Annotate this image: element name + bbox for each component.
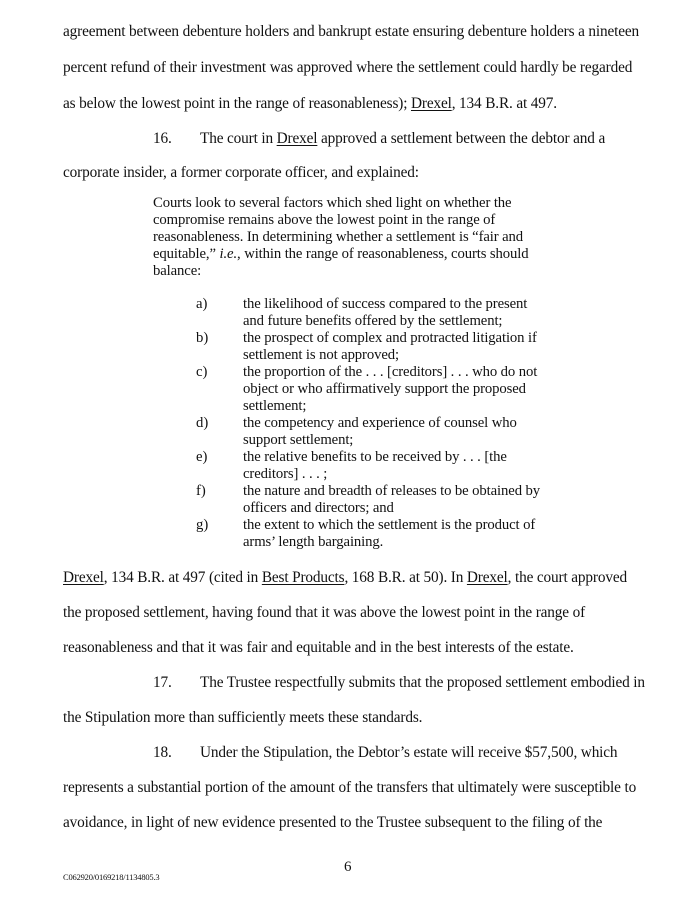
body-text: approved a settlement between the debtor and a [317, 130, 606, 147]
body-line: represents a substantial portion of the amount of the transfers that ultimately were susceptible to [63, 779, 637, 796]
factor-text: the nature and breadth of releases to be obtained by [243, 483, 540, 499]
factor-text: and future benefits offered by the settlement; [243, 313, 503, 329]
quote-line: compromise remains above the lowest point in the range of [153, 212, 496, 228]
body-text: The court in [200, 130, 277, 147]
paragraph-18-line [153, 744, 617, 762]
factor-text: creditors] . . . ; [243, 466, 328, 482]
case-citation-best-products: Best Products [261, 569, 345, 586]
factor-text: the extent to which the settlement is the product of [243, 517, 536, 533]
body-line: agreement between debenture holders and bankrupt estate ensuring debenture holders a nineteen [63, 23, 640, 40]
factor-text: the competency and experience of counsel who [243, 415, 517, 431]
body-line: corporate insider, a former corporate officer, and explained: [63, 164, 419, 181]
factor-text: the prospect of complex and protracted litigation if [243, 330, 537, 346]
factor-label: g) [196, 517, 209, 533]
quote-line: Courts look to several factors which shed light on whether the [153, 195, 512, 211]
quote-text: equitable,” [153, 246, 220, 262]
body-text: The Trustee respectfully submits that the proposed settlement embodied in [200, 674, 645, 691]
body-text: , 134 B.R. at 497 (cited in [103, 569, 262, 586]
paragraph-number: 17. [153, 674, 172, 691]
body-line: the proposed settlement, having found that it was above the lowest point in the range of [63, 604, 586, 621]
factor-text: arms’ length bargaining. [243, 534, 384, 550]
body-line [63, 95, 557, 113]
factor-label: d) [196, 415, 209, 431]
factor-label: c) [196, 364, 208, 380]
factor-text: object or who affirmatively support the proposed [243, 381, 526, 397]
factor-text: support settlement; [243, 432, 354, 448]
paragraph-16-line [153, 130, 605, 148]
body-line: percent refund of their investment was approved where the settlement could hardly be regarded [63, 59, 633, 76]
body-text: , the court approved [507, 569, 627, 586]
factor-text: settlement is not approved; [243, 347, 399, 363]
citation-text: , 134 B.R. at 497. [451, 95, 557, 112]
body-text: Under the Stipulation, the Debtor’s estate will receive $57,500, which [200, 744, 618, 761]
factor-text: the relative benefits to be received by . . . [the [243, 449, 507, 465]
case-citation-drexel: Drexel [63, 569, 104, 586]
factor-label: f) [196, 483, 206, 499]
quote-line [153, 246, 528, 263]
case-citation-drexel: Drexel [466, 569, 508, 586]
factor-label: e) [196, 449, 208, 465]
document-id: C062920/0169218/1134805.3 [63, 872, 160, 882]
factor-label: a) [196, 296, 208, 312]
factor-text: officers and directors; and [243, 500, 394, 516]
body-line: reasonableness and that it was fair and equitable and in the best interests of the estate. [63, 639, 574, 656]
quote-line: balance: [153, 263, 202, 279]
body-text: , 168 B.R. at 50). In [344, 569, 467, 586]
paragraph-17-line [153, 674, 645, 692]
citation-line [63, 569, 627, 587]
case-citation-drexel: Drexel [410, 95, 452, 112]
factor-text: settlement; [243, 398, 307, 414]
body-text: as below the lowest point in the range of reasonableness); [63, 95, 411, 112]
case-citation-drexel: Drexel [276, 130, 318, 147]
quote-line: reasonableness. In determining whether a settlement is “fair and [153, 229, 524, 245]
page-number: 6 [344, 859, 352, 875]
body-line: the Stipulation more than sufficiently meets these standards. [63, 709, 423, 726]
factor-text: the likelihood of success compared to the present [243, 296, 528, 312]
paragraph-number: 16. [153, 130, 172, 147]
factor-text: the proportion of the . . . [creditors] . . . who do not [243, 364, 538, 380]
body-line: avoidance, in light of new evidence presented to the Trustee subsequent to the filing of the [63, 814, 603, 831]
factor-label: b) [196, 330, 209, 346]
quote-text: , within the range of reasonableness, courts should [237, 246, 529, 262]
quote-italic-ie: i.e. [219, 246, 238, 262]
paragraph-number: 18. [153, 744, 172, 761]
